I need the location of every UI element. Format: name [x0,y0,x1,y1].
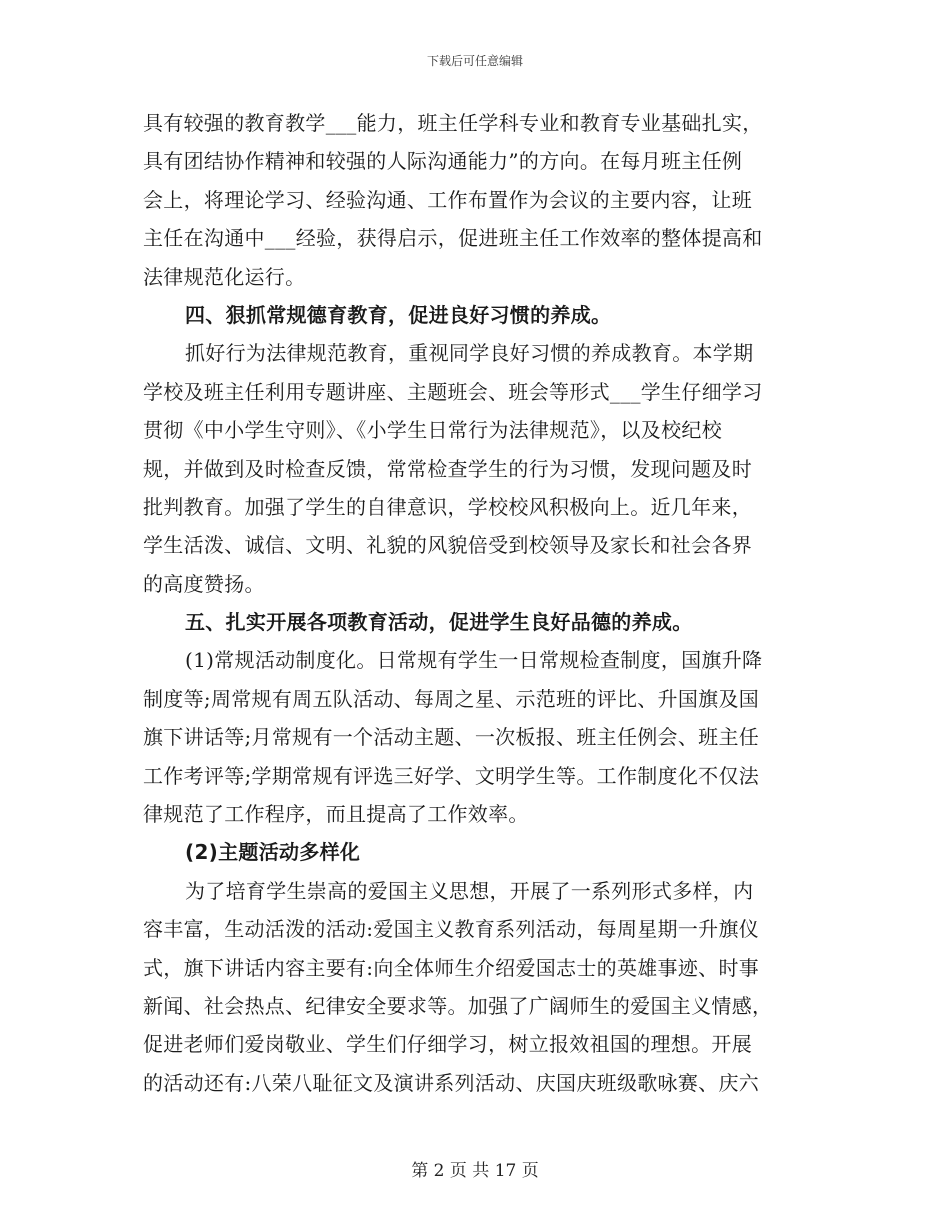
text-line: 规，并做到及时检查反馈，常常检查学生的行为习惯，发现问题及时 [143,456,752,481]
text-line: 的高度赞扬。 [143,571,265,596]
page-header: 下载后可任意编辑 [426,54,523,68]
text-line: 主任在沟通中___经验，获得启示，促进班主任工作效率的整体提高和 [143,226,763,251]
text-line: 会上，将理论学习、经验沟通、工作布置作为会议的主要内容，让班 [143,187,752,212]
text-line: 贯彻《中小学生守则》、《小学生日常行为法律规范》，以及校纪校 [143,418,722,443]
text-line: 旗下讲话等;月常规有一个活动主题、一次板报、班主任例会、班主任 [143,725,760,750]
text-line: 学生活泼、诚信、文明、礼貌的风貌倍受到校领导及家长和社会各界 [143,533,752,558]
page-number: 第 2 页 共 17 页 [411,1161,539,1181]
text-line: 工作考评等;学期常规有评选三好学、文明学生等。工作制度化不仅法 [143,763,760,788]
section-heading: 五、扎实开展各项教育活动，促进学生良好品德的养成。 [185,610,693,635]
text-line: 促进老师们爱岗敬业、学生们仔细学习，树立报效祖国的理想。开展 [143,1032,752,1057]
text-line: 新闻、社会热点、纪律安全要求等。加强了广阔师生的爱国主义情感， [143,993,773,1018]
text-line: 具有团结协作精神和较强的人际沟通能力”的方向。在每月班主任例 [143,149,743,174]
text-line: 制度等;周常规有周五队活动、每周之星、示范班的评比、升国旗及国 [143,686,760,711]
section-heading: 四、狠抓常规德育教育，促进良好习惯的养成。 [185,302,612,327]
text-line: 容丰富，生动活泼的活动:爱国主义教育系列活动，每周星期一升旗仪 [143,917,760,942]
text-line: 为了培育学生崇高的爱国主义思想，开展了一系列形式多样，内 [185,878,754,903]
text-line: 具有较强的教育教学___能力，班主任学科专业和教育专业基础扎实， [143,111,763,135]
text-line: 律规范了工作程序，而且提高了工作效率。 [143,802,529,827]
text-line: 抓好行为法律规范教育，重视同学良好习惯的养成教育。本学期 [185,341,754,366]
text-line: 法律规范化运行。 [143,264,306,289]
sub-heading: (2)主题活动多样化 [185,840,361,865]
text-line: (1)常规活动制度化。日常规有学生一日常规检查制度，国旗升降 [185,648,763,673]
text-line: 式，旗下讲话内容主要有:向全体师生介绍爱国志士的英雄事迹、时事 [143,955,760,980]
text-line: 学校及班主任利用专题讲座、主题班会、班会等形式___学生仔细学习 [143,379,763,404]
text-line: 的活动还有:八荣八耻征文及演讲系列活动、庆国庆班级歌咏赛、庆六 [143,1070,760,1095]
document-body [143,104,807,1102]
text-line: 批判教育。加强了学生的自律意识，学校校风积极向上。近几年来， [143,494,752,519]
